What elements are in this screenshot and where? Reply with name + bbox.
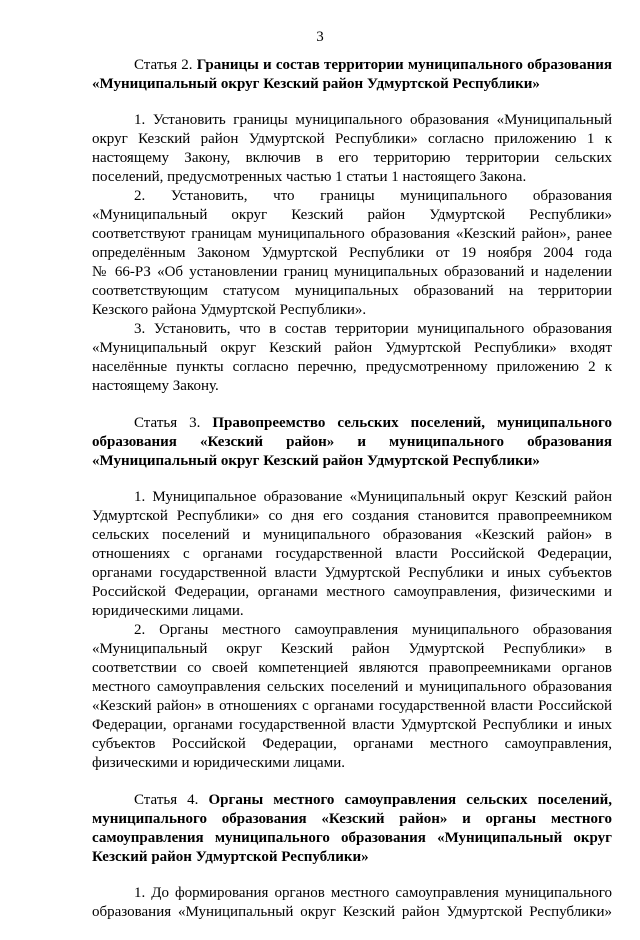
- paragraph-line: «Кезский район» в отношениях с органами государственной власти Российской: [92, 698, 612, 714]
- paragraph-line: соответствуют границам муниципального образования «Кезский район», ранее: [92, 226, 612, 242]
- article-section: [92, 56, 612, 396]
- paragraph-line: физическими и юридическими лицами.: [92, 755, 345, 771]
- article-title: Кезский район Удмуртской Республики»: [92, 849, 369, 865]
- article-number: Статья 2.: [134, 57, 197, 73]
- article-heading: [92, 56, 612, 94]
- article-title: самоуправления муниципального образования «Муниципальный округ: [92, 830, 612, 846]
- paragraph-line: соответствующим статусом муниципальных образований на территории: [92, 283, 612, 299]
- paragraph-line: «Муниципальный округ Кезский район Удмуртской Республики»: [92, 207, 612, 223]
- paragraph-line: отношениях с органами государственной власти Российской Федерации,: [92, 546, 612, 562]
- heading-line: [92, 414, 612, 433]
- article-title: «Муниципальный округ Кезский район Удмуртской Республики»: [92, 76, 540, 92]
- heading-line: [92, 791, 612, 810]
- paragraph-line: субъектов Российской Федерации, органами местного самоуправления,: [92, 736, 612, 752]
- paragraph: [92, 621, 612, 773]
- article-section: [92, 791, 612, 922]
- paragraph-line: образования «Муниципальный округ Кезский район Удмуртской Республики»: [92, 904, 612, 920]
- paragraph-line: настоящему Закону.: [92, 378, 219, 394]
- paragraph-line: Кезского района Удмуртской Республики».: [92, 302, 367, 318]
- article-number: Статья 4.: [134, 792, 209, 808]
- paragraph-line: 1. Установить границы муниципального образования «Муниципальный: [134, 112, 612, 128]
- paragraph-line: сельских поселений и муниципального образования «Кезский район» в: [92, 527, 612, 543]
- paragraph-line: 1. До формирования органов местного самоуправления муниципального: [134, 885, 612, 901]
- paragraph-line: Российской Федерации, органами местного самоуправления, физическими и: [92, 584, 612, 600]
- heading-line: [92, 433, 612, 452]
- paragraph: [92, 884, 612, 922]
- paragraph: [92, 187, 612, 320]
- article-heading: [92, 791, 612, 867]
- paragraph-line: местного самоуправления сельских поселений и муниципального образования: [92, 679, 612, 695]
- paragraph-line: округ Кезский район Удмуртской Республики» согласно приложению 1 к: [92, 131, 612, 147]
- article-title: Правопреемство сельских поселений, муниципального: [212, 415, 612, 431]
- heading-line: [92, 452, 612, 471]
- article-heading: [92, 414, 612, 471]
- paragraph-line: поселений, предусмотренных частью 1 статьи 1 настоящего Закона.: [92, 169, 527, 185]
- article-title: муниципального образования «Кезский район» и органы местного: [92, 811, 612, 827]
- paragraph-line: юридическими лицами.: [92, 603, 244, 619]
- article-section: [92, 414, 612, 773]
- heading-line: [92, 75, 612, 94]
- paragraph-line: соответствии со своей компетенцией являются правопреемниками органов: [92, 660, 612, 676]
- paragraph-line: органами государственной власти Удмуртской Республики и иных субъектов: [92, 565, 612, 581]
- document-body: [92, 56, 612, 940]
- heading-line: [92, 848, 612, 867]
- article-title: «Муниципальный округ Кезский район Удмуртской Республики»: [92, 453, 540, 469]
- paragraph-line: 1. Муниципальное образование «Муниципальный округ Кезский район: [134, 489, 612, 505]
- paragraph-line: Федерации, органами государственной власти Удмуртской Республики и иных: [92, 717, 612, 733]
- heading-line: [92, 810, 612, 829]
- article-number: Статья 3.: [134, 415, 213, 431]
- paragraph-line: определённым Законом Удмуртской Республики от 19 ноября 2004 года: [92, 245, 612, 261]
- paragraph-line: 2. Установить, что границы муниципального образования: [134, 188, 612, 204]
- article-title: Границы и состав территории муниципального образования: [196, 57, 612, 73]
- paragraph-line: «Муниципальный округ Кезский район Удмуртской Республики» в: [92, 641, 612, 657]
- paragraph-line: № 66-РЗ «Об установлении границ муниципальных образований и наделении: [92, 264, 612, 280]
- heading-line: [92, 829, 612, 848]
- page-number: 3: [316, 29, 324, 45]
- paragraph: [92, 111, 612, 187]
- paragraph-line: Удмуртской Республики» со дня его создания становится правопреемником: [92, 508, 612, 524]
- paragraph-line: настоящему Закону, включив в его территорию территории сельских: [92, 150, 612, 166]
- paragraph: [92, 488, 612, 621]
- article-title: образования «Кезский район» и муниципального образования: [92, 434, 612, 450]
- paragraph-line: 2. Органы местного самоуправления муниципального образования: [134, 622, 612, 638]
- paragraph-line: «Муниципальный округ Кезский район Удмуртской Республики» входят: [92, 340, 612, 356]
- paragraph-line: 3. Установить, что в состав территории муниципального образования: [134, 321, 612, 337]
- paragraph-line: населённые пункты согласно перечню, предусмотренному приложению 2 к: [92, 359, 612, 375]
- article-title: Органы местного самоуправления сельских поселений,: [208, 792, 612, 808]
- paragraph: [92, 320, 612, 396]
- heading-line: [92, 56, 612, 75]
